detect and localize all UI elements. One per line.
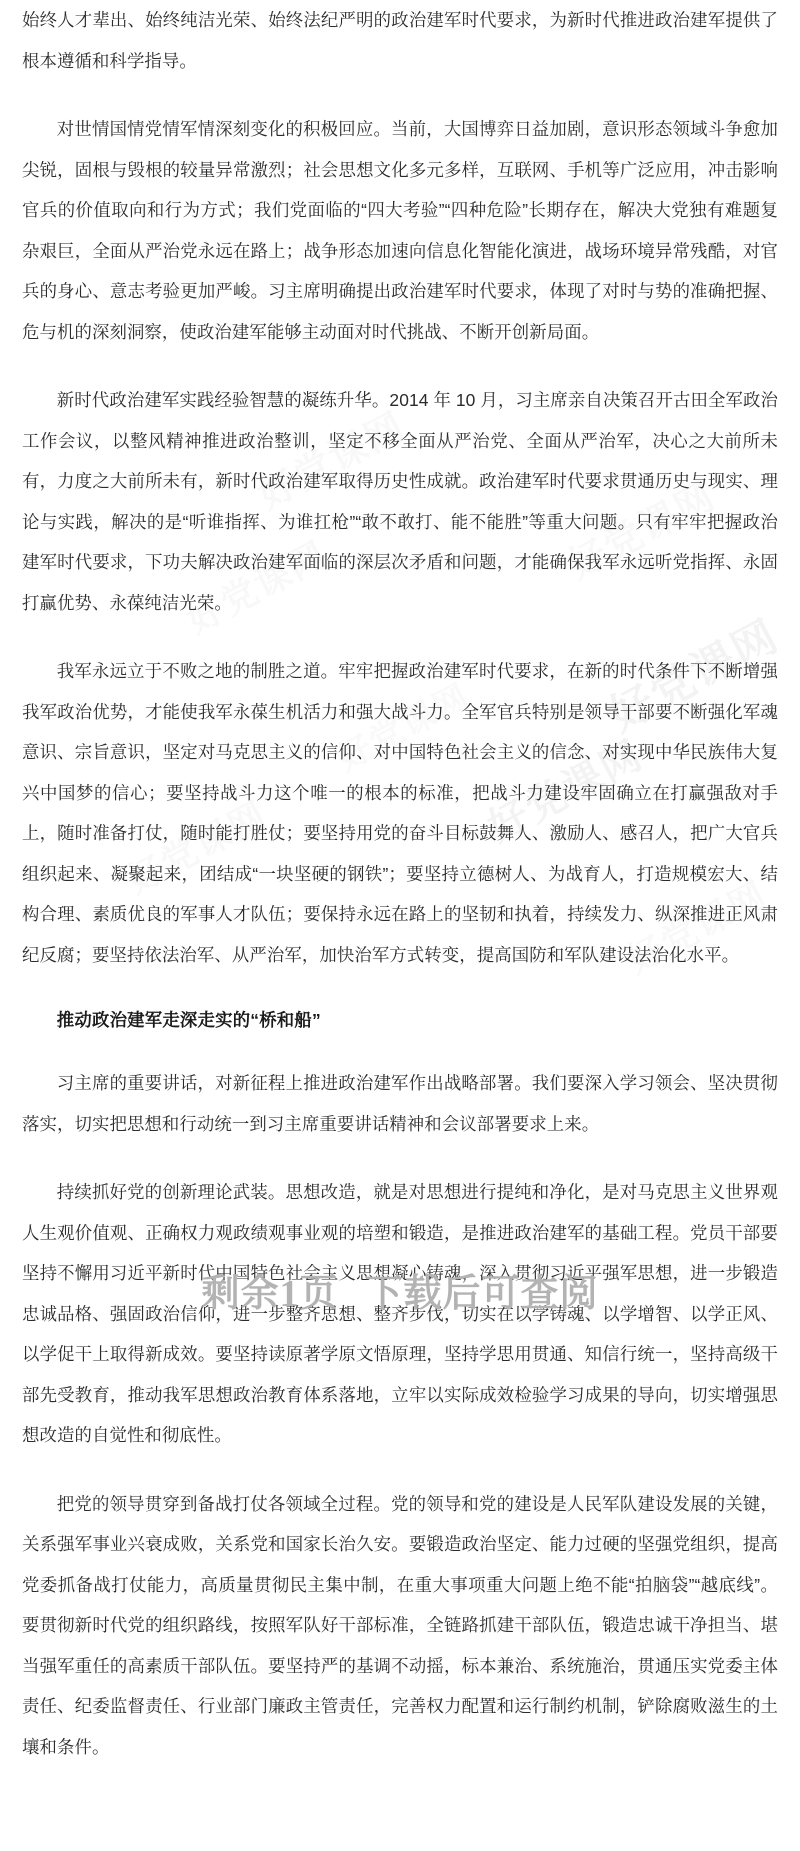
paragraph: 习主席的重要讲话，对新征程上推进政治建军作出战略部署。我们要深入学习领会、坚决贯彻落实，切实把思想和行动统一到习主席重要讲话精神和会议部署要求上来。 [22, 1073, 778, 1134]
paragraph: 新时代政治建军实践经验智慧的凝练升华。2014 年 10 月，习主席亲自决策召开古田全军政治工作会议，以整风精神推进政治整训，坚定不移全面从严治党、全面从严治军，决心之大前所未有，力度之大前所未有，新时代政治建军取得历史性成就。政治建军时代要求贯通历史与现实、理论与实践，解决的是“听谁指挥、为谁扛枪”“敢不敢打、能不能胜”等重大问题。只有牢牢把握政治建军时代要求，下功夫解决政治建军面临的深层次矛盾和问题，才能确保我军永远听党指挥、永固打赢优势、永葆纯洁光荣。 [22, 390, 778, 613]
content-bottom-spacer [22, 1767, 778, 1851]
remaining-pages-label: 剩余1页 [201, 1273, 339, 1315]
watermark-text: 好党课网 [481, 732, 651, 851]
watermark-text: 好党课网 [561, 475, 723, 588]
watermark-text: 好党课网 [251, 405, 413, 518]
watermark-text: 好党课网 [120, 793, 274, 902]
page-truncation-notice [0, 1262, 800, 1317]
paragraph: 把党的领导贯穿到备战打仗各领域全过程。党的领导和党的建设是人民军队建设发展的关键，关系强军事业兴衰成败，关系党和国家长治久安。要锻造政治坚定、能力过硬的坚强党组织，提高党委抓备战打仗能力，高质量贯彻民主集中制，在重大事项重大问题上绝不能“拍脑袋”“越底线”。要贯彻新时代党的组织路线，按照军队好干部标准，全链路抓建干部队伍，锻造忠诚干净担当、堪当强军重任的高素质干部队伍。要坚持严的基调不动摇，标本兼治、系统施治，贯通压实党委主体责任、纪委监督责任、行业部门廉政主管责任，完善权力配置和运行制约机制，铲除腐败滋生的土壤和条件。 [22, 1493, 778, 1757]
download-hint-label: 下载后可查阅 [364, 1273, 599, 1315]
paragraph: 我军永远立于不败之地的制胜之道。牢牢把握政治建军时代要求，在新的时代条件下不断增强我军政治优势，才能使我军永葆生机活力和强大战斗力。全军官兵特别是领导干部要不断强化军魂意识、宗旨意识，坚定对马克思主义的信仰、对中国特色社会主义的信念、对实现中华民族伟大复兴中国梦的信心；要坚持战斗力这个唯一的根本的标准，把战斗力建设牢固确立在打赢强敌对手上，随时准备打仗，随时能打胜仗；要坚持用党的奋斗目标鼓舞人、激励人、感召人，把广大官兵组织起来、凝聚起来，团结成“一块坚硬的钢铁”；要坚持立德树人、为战育人，打造规模宏大、结构合理、素质优良的军事人才队伍；要保持永远在路上的坚韧和执着，持续发力、纵深推进正风肃纪反腐；要坚持依法治军、从严治军，加快治军方式转变，提高国防和军队建设法治化水平。 [22, 661, 778, 965]
document-body [22, 0, 778, 1851]
watermark-text: 好党课网 [620, 873, 774, 982]
paragraph: 对世情国情党情军情深刻变化的积极回应。当前，大国博弈日益加剧，意识形态领域斗争愈加尖锐，固根与毁根的较量异常激烈；社会思想文化多元多样，互联网、手机等广泛应用，冲击影响官兵的价值取向和行为方式；我们党面临的“四大考验”“四种危险”长期存在，解决大党独有难题复杂艰巨，全面从严治党永远在路上；战争形态加速向信息化智能化演进，战场环境异常残酷，对官兵的身心、意志考验更加严峻。习主席明确提出政治建军时代要求，体现了对时与势的准确把握、危与机的深刻洞察，使政治建军能够主动面对时代挑战、不断开创新局面。 [22, 119, 778, 342]
paragraph: 持续抓好党的创新理论武装。思想改造，就是对思想进行提纯和净化，是对马克思主义世界观人生观价值观、正确权力观政绩观事业观的培塑和锻造，是推进政治建军的基础工程。党员干部要坚持不懈用习近平新时代中国特色社会主义思想凝心铸魂，深入贯彻习近平强军思想，进一步锻造忠诚品格、强固政治信仰，进一步整齐思想、整齐步伐，切实在以学铸魂、以学增智、以学正风、以学促干上取得新成效。要坚持读原著学原文悟原理，坚持学思用贯通、知信行统一，坚持高级干部先受教育，推动我军思想政治教育体系落地，立牢以实际成效检验学习成果的导向，切实增强思想改造的自觉性和彻底性。 [22, 1182, 778, 1445]
watermark-text: 好党课网 [180, 533, 334, 642]
watermark-text: 好党课网 [601, 611, 787, 741]
section-heading: 推动政治建军走深走实的“桥和船” [56, 1010, 321, 1030]
paragraph-continuation: 始终人才辈出、始终纯洁光荣、始终法纪严明的政治建军时代要求，为新时代推进政治建军提供了根本遵循和科学指导。 [22, 10, 778, 71]
